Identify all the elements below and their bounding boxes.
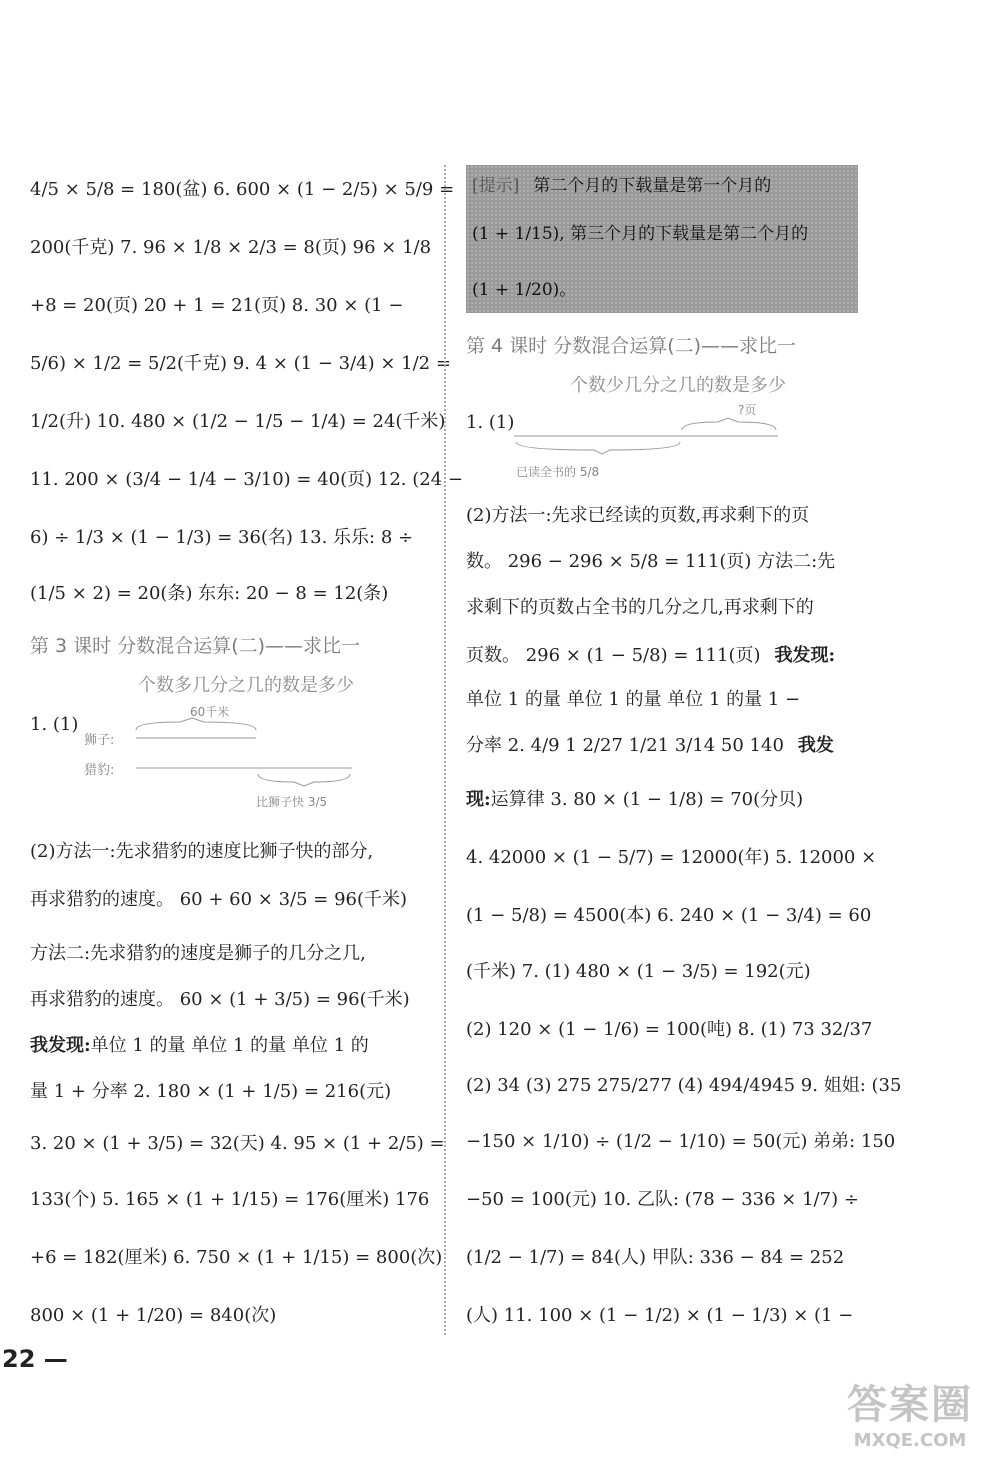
hint-line: (1 + 1/15), 第三个月的下载量是第二个月的 (472, 223, 809, 244)
discover-label: 我发 (797, 735, 834, 756)
watermark-text: 答案圈 (847, 1382, 973, 1428)
diagram-row-label: 狮子: (84, 733, 115, 748)
discover-text: 单位 1 的量 单位 1 的量 单位 1 的 (90, 1035, 369, 1056)
answer-line: 量 1 + 分率 2. 180 × (1 + 1/5) = 216(元) (30, 1081, 392, 1102)
answer-line: (2)方法一:先求已经读的页数,再求剩下的页 (466, 505, 810, 526)
hint-text: 第二个月的下载量是第一个月的 (533, 175, 772, 196)
line-segment-diagram (80, 702, 380, 812)
lesson-4-subtitle: 个数少几分之几的数是多少 (570, 375, 786, 396)
question-label: 1. (1) (30, 713, 79, 735)
hint-line: (1 + 1/20)。 (472, 279, 577, 300)
discover-text: 运算律 3. 80 × (1 − 1/8) = 70(分贝) (490, 789, 804, 810)
lesson-3-subtitle: 个数多几分之几的数是多少 (138, 675, 354, 696)
hint-box (466, 165, 858, 313)
answer-line: 200(千克) 7. 96 × 1/8 × 2/3 = 8(页) 96 × 1/8 (30, 237, 432, 258)
diagram-bottom-label: 比狮子快 3/5 (256, 795, 328, 809)
answer-line (466, 636, 835, 672)
diagram-top-label: ?页 (738, 403, 757, 417)
answer-line: 133(个) 5. 165 × (1 + 1/15) = 176(厘米) 176 (30, 1189, 430, 1210)
answer-line: 4/5 × 5/8 = 180(盆) 6. 600 × (1 − 2/5) × 5/9 = (30, 179, 455, 200)
answer-text: 分率 2. 4/9 1 2/27 1/21 3/14 50 140 (466, 735, 784, 756)
answer-line: (1/5 × 2) = 20(条) 东东: 20 − 8 = 12(条) (30, 583, 389, 604)
answer-line (466, 726, 834, 762)
answer-line: (2)方法一:先求猎豹的速度比狮子快的部分, (30, 841, 374, 862)
answer-line: 3. 20 × (1 + 3/5) = 32(天) 4. 95 × (1 + 2/5) = (30, 1133, 445, 1154)
answer-line: 求剩下的页数占全书的几分之几,再求剩下的 (466, 597, 814, 618)
page-number: 22 — (2, 1345, 68, 1373)
discover-label: 我发现: (774, 645, 836, 666)
answer-line: (1/2 − 1/7) = 84(人) 甲队: 336 − 84 = 252 (466, 1247, 845, 1268)
answer-line: (人) 11. 100 × (1 − 1/2) × (1 − 1/3) × (1 − (466, 1305, 854, 1326)
answer-line: +8 = 20(页) 20 + 1 = 21(页) 8. 30 × (1 − (30, 295, 404, 316)
answer-line: 单位 1 的量 单位 1 的量 单位 1 的量 1 − (466, 689, 801, 710)
discover-line (30, 1026, 369, 1062)
answer-line: (千米) 7. (1) 480 × (1 − 3/5) = 192(元) (466, 961, 811, 982)
answer-line: −50 = 100(元) 10. 乙队: (78 − 336 × 1/7) ÷ (466, 1189, 859, 1210)
answer-line: 数。 296 − 296 × 5/8 = 111(页) 方法二:先 (466, 551, 836, 572)
answer-line: (2) 120 × (1 − 1/6) = 100(吨) 8. (1) 73 32/37 (466, 1019, 873, 1040)
hint-tag: [提示] (472, 175, 520, 196)
discover-label: 我发现: (30, 1035, 91, 1056)
hint-line (472, 165, 771, 201)
answer-line: +6 = 182(厘米) 6. 750 × (1 + 1/15) = 800(次) (30, 1247, 443, 1268)
diagram-row-label: 猎豹: (84, 763, 115, 778)
line-segment-diagram (506, 400, 836, 490)
answer-line: (2) 34 (3) 275 275/277 (4) 494/4945 9. 姐姐: (35 (466, 1075, 902, 1096)
watermark-logo (840, 1373, 980, 1463)
answer-line: (1 − 5/8) = 4500(本) 6. 240 × (1 − 3/4) = 60 (466, 905, 872, 926)
answer-line: 11. 200 × (3/4 − 1/4 − 3/10) = 40(页) 12. (24 − (30, 469, 463, 490)
answer-text: 页数。 296 × (1 − 5/8) = 111(页) (466, 645, 761, 666)
answer-line: 6) ÷ 1/3 × (1 − 1/3) = 36(名) 13. 乐乐: 8 ÷ (30, 527, 414, 548)
answer-line: 5/6) × 1/2 = 5/2(千克) 9. 4 × (1 − 3/4) × 1/2 = (30, 353, 451, 374)
answer-line: 1/2(升) 10. 480 × (1/2 − 1/5 − 1/4) = 24(千米) (30, 411, 446, 432)
column-divider (444, 165, 446, 1335)
lesson-3-title: 第 3 课时 分数混合运算(二)——求比一 (30, 634, 361, 657)
question-label: 1. (1) (466, 411, 515, 433)
lesson-4-title: 第 4 课时 分数混合运算(二)——求比一 (466, 334, 797, 357)
watermark-url: MXQE.COM (853, 1430, 967, 1451)
answer-line: 4. 42000 × (1 − 5/7) = 12000(年) 5. 12000 × (466, 847, 877, 868)
discover-line (466, 780, 803, 816)
answer-line: 再求猎豹的速度。 60 × (1 + 3/5) = 96(千米) (30, 989, 410, 1010)
answer-line: 方法二:先求猎豹的速度是狮子的几分之几, (30, 943, 366, 964)
diagram-top-label: 60千米 (190, 705, 230, 719)
diagram-bottom-label: 已读全书的 5/8 (516, 465, 600, 479)
answer-line: −150 × 1/10) ÷ (1/2 − 1/10) = 50(元) 弟弟: 150 (466, 1131, 896, 1152)
answer-line: 再求猎豹的速度。 60 + 60 × 3/5 = 96(千米) (30, 889, 408, 910)
answer-line: 800 × (1 + 1/20) = 840(次) (30, 1305, 277, 1326)
discover-label: 现: (466, 789, 491, 810)
